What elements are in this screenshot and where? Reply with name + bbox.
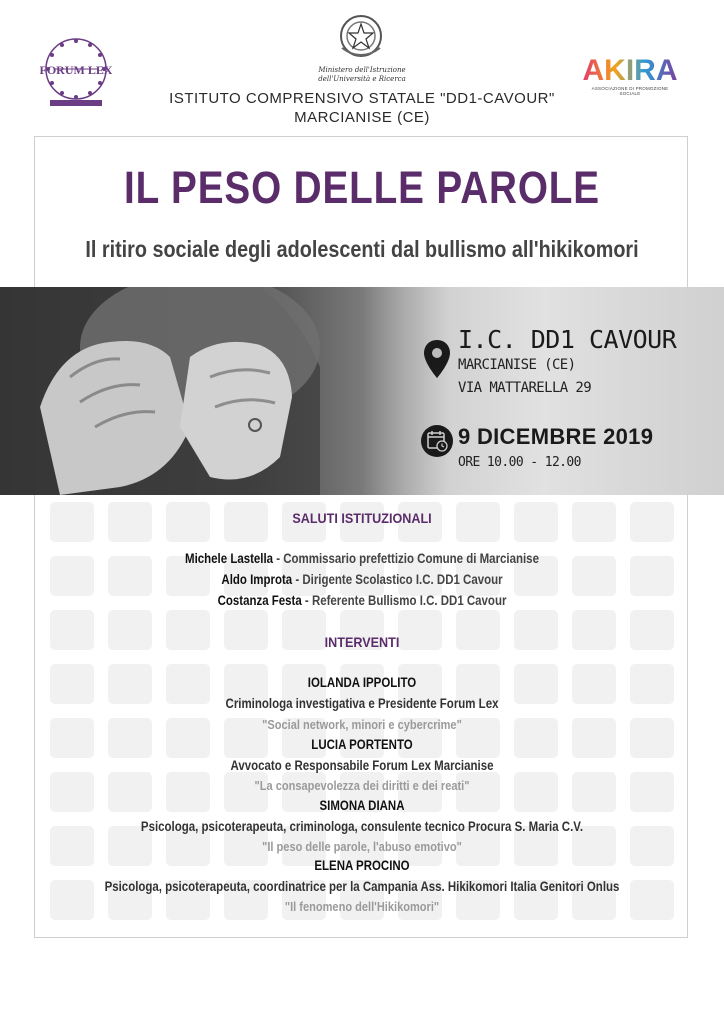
speaker-name: IOLANDA IPPOLITO	[307, 675, 417, 690]
akira-subtitle: ASSOCIAZIONE DI PROMOZIONE SOCIALE	[591, 86, 669, 96]
saluti-item	[54, 593, 669, 608]
saluti-name: Michele Lastella	[185, 551, 274, 566]
venue-city: MARCIANISE (CE)	[458, 357, 576, 373]
svg-text:FORUM LEX: FORUM LEX	[40, 63, 112, 77]
speaker-role: Criminologa investigativa e Presidente Forum Lex	[225, 696, 499, 711]
institute-city: MARCIANISE (CE)	[294, 109, 430, 126]
speaker-role: Psicologa, psicoterapeuta, coordinatrice per la Campania Ass. Hikikomori Italia Genitori Onlus	[104, 879, 620, 894]
speaker-talk: "Il peso delle parole, l'abuso emotivo"	[262, 839, 462, 854]
speaker-name: ELENA PROCINO	[314, 858, 410, 873]
venue-name: I.C. DD1 CAVOUR	[458, 325, 677, 354]
saluti-role: - Commissario prefettizio Comune di Marcianise	[273, 551, 539, 566]
page-title: IL PESO DELLE PAROLE	[124, 162, 600, 213]
saluti-role: - Dirigente Scolastico I.C. DD1 Cavour	[292, 572, 503, 587]
saluti-item	[54, 551, 669, 566]
calendar-clock-icon	[420, 424, 454, 458]
svg-text:AKIRA: AKIRA	[582, 54, 678, 87]
saluti-heading: SALUTI ISTITUZIONALI	[292, 510, 432, 526]
event-date: 9 DICEMBRE 2019	[458, 424, 654, 449]
institute-name: ISTITUTO COMPRENSIVO STATALE "DD1-CAVOUR"	[169, 90, 555, 107]
saluti-role: - Referente Bullismo I.C. DD1 Cavour	[301, 593, 507, 608]
page-subtitle: Il ritiro sociale degli adolescenti dal bullismo all'hikikomori	[85, 236, 639, 262]
event-time: ORE 10.00 - 12.00	[458, 455, 581, 470]
speaker-talk: "Social network, minori e cybercrime"	[262, 717, 462, 732]
speaker-talk: "Il fenomeno dell'Hikikomori"	[284, 899, 440, 914]
saluti-item	[54, 572, 669, 587]
venue-street: VIA MATTARELLA 29	[458, 380, 592, 396]
saluti-name: Aldo Improta	[221, 572, 293, 587]
speaker-talk: "La consapevolezza dei diritti e dei reati"	[254, 778, 470, 793]
speaker-name: LUCIA PORTENTO	[311, 737, 413, 752]
ministry-label: Ministero dell'Istruzione dell'Università e Ricerca	[318, 66, 406, 83]
hero-photo-hands-over-face	[0, 287, 724, 495]
speaker-name: SIMONA DIANA	[319, 798, 405, 813]
saluti-name: Costanza Festa	[217, 593, 302, 608]
speaker-role: Psicologa, psicoterapeuta, criminologa, consulente tecnico Procura S. Maria C.V.	[140, 819, 584, 834]
interventi-heading: INTERVENTI	[324, 634, 400, 650]
italian-republic-emblem	[336, 12, 386, 64]
map-pin-icon	[422, 338, 452, 380]
speaker-role: Avvocato e Responsabile Forum Lex Marcianise	[230, 758, 494, 773]
